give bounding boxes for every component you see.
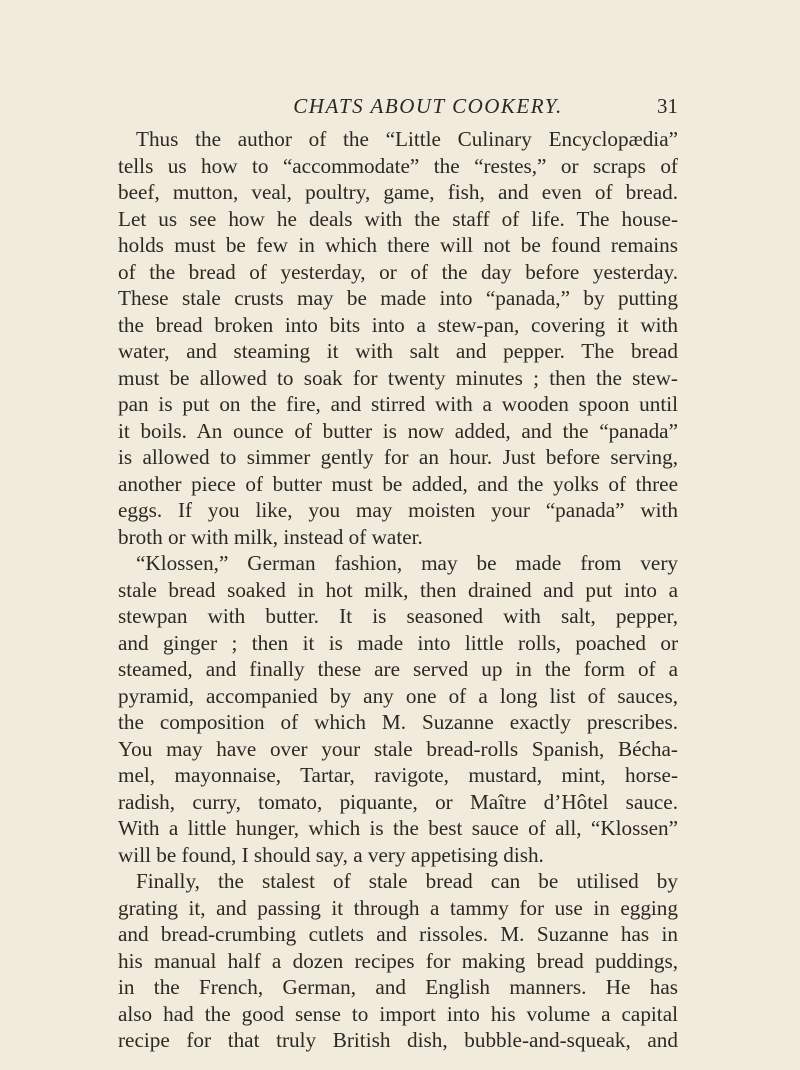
text-line: of the bread of yesterday, or of the day before yesterday. bbox=[118, 259, 678, 284]
text-line: stale bread soaked in hot milk, then drained and put into a bbox=[118, 577, 678, 602]
text-line: eggs. If you like, you may moisten your “panada” with bbox=[118, 498, 678, 522]
text-line: Let us see how he deals with the staff of life. The house- bbox=[118, 206, 678, 231]
running-title: CHATS ABOUT COOKERY. bbox=[293, 94, 563, 118]
text-line: Thus the author of the “Little Culinary Encyclopædia” bbox=[136, 127, 678, 151]
text-line: water, and steaming it with salt and pepper. The bread bbox=[118, 339, 678, 363]
text-line: beef, mutton, veal, poultry, game, fish, and even of bread. bbox=[118, 180, 678, 204]
text-line: steamed, and finally these are served up in the form of a bbox=[118, 657, 678, 681]
text-line: it boils. An ounce of butter is now added, and the “panada” bbox=[118, 418, 678, 443]
text-line: radish, curry, tomato, piquante, or Maître d’Hôtel sauce. bbox=[118, 789, 678, 814]
text-line: You may have over your stale bread-rolls Spanish, Bécha- bbox=[118, 736, 678, 761]
text-line: and ginger ; then it is made into little rolls, poached or bbox=[118, 630, 678, 655]
text-line: pyramid, accompanied by any one of a long list of sauces, bbox=[118, 683, 678, 708]
text-line: the composition of which M. Suzanne exactly prescribes. bbox=[118, 710, 678, 734]
page-number: 31 bbox=[657, 94, 678, 118]
text-line: will be found, I should say, a very appetising dish. bbox=[118, 842, 544, 867]
text-line: the bread broken into bits into a stew-pan, covering it with bbox=[118, 312, 678, 337]
text-line: “Klossen,” German fashion, may be made from very bbox=[136, 551, 678, 575]
text-line: holds must be few in which there will not be found remains bbox=[118, 233, 678, 257]
running-head bbox=[178, 91, 678, 121]
text-line: tells us how to “accommodate” the “restes,” or scraps of bbox=[118, 153, 678, 178]
text-line: grating it, and passing it through a tammy for use in egging bbox=[118, 895, 678, 920]
text-line: in the French, German, and English manners. He has bbox=[118, 975, 678, 999]
text-line: recipe for that truly British dish, bubble-and-squeak, and bbox=[118, 1028, 678, 1052]
text-line: These stale crusts may be made into “panada,” by putting bbox=[118, 286, 678, 310]
text-line: mel, mayonnaise, Tartar, ravigote, mustard, mint, horse- bbox=[118, 763, 678, 787]
text-line: his manual half a dozen recipes for making bread puddings, bbox=[118, 948, 678, 973]
text-line: stewpan with butter. It is seasoned with salt, pepper, bbox=[118, 604, 678, 628]
text-line: broth or with milk, instead of water. bbox=[118, 524, 423, 549]
body-text bbox=[118, 126, 678, 1054]
text-line: and bread-crumbing cutlets and rissoles. M. Suzanne has in bbox=[118, 922, 678, 946]
text-line: With a little hunger, which is the best sauce of all, “Klossen” bbox=[118, 816, 678, 840]
text-line: pan is put on the fire, and stirred with a wooden spoon until bbox=[118, 392, 678, 416]
text-line: is allowed to simmer gently for an hour. Just before serving, bbox=[118, 445, 678, 469]
text-line: another piece of butter must be added, and the yolks of three bbox=[118, 471, 678, 496]
text-line: also had the good sense to import into his volume a capital bbox=[118, 1001, 678, 1026]
text-line: Finally, the stalest of stale bread can be utilised by bbox=[136, 869, 678, 893]
text-line: must be allowed to soak for twenty minutes ; then the stew- bbox=[118, 365, 678, 390]
